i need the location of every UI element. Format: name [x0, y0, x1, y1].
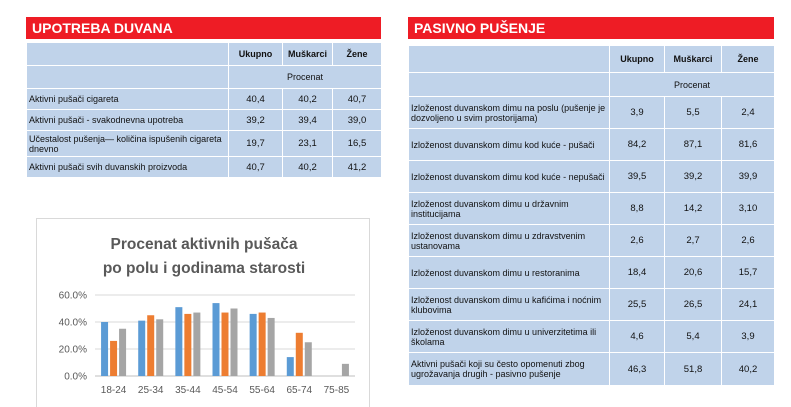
- row-label: Izloženost duvanskom dimu kod kuće - nepušači: [409, 161, 610, 193]
- row-label: Aktivni pušači cigareta: [27, 89, 229, 110]
- usage-header-women: Žene: [333, 43, 382, 66]
- value-total: 39,2: [229, 110, 283, 131]
- usage-title: UPOTREBA DUVANA: [26, 17, 381, 39]
- chart-svg: [37, 219, 371, 407]
- value-women: 40,7: [333, 89, 382, 110]
- value-men: 23,1: [283, 131, 333, 157]
- value-women: 3,10: [722, 193, 775, 225]
- value-women: 15,7: [722, 257, 775, 289]
- value-women: 24,1: [722, 289, 775, 321]
- passive-header-total: Ukupno: [610, 46, 665, 73]
- passive-header-men: Muškarci: [665, 46, 722, 73]
- value-total: 39,5: [610, 161, 665, 193]
- x-tick-label: 35-44: [175, 385, 201, 396]
- row-label: Učestalost pušenja— količina ispušenih cigareta dnevno: [27, 131, 229, 157]
- value-total: 3,9: [610, 97, 665, 129]
- chart-title-line-1: Procenat aktivnih pušača: [110, 236, 298, 253]
- table-row: [409, 161, 775, 193]
- value-men: 51,8: [665, 353, 722, 386]
- passive-header-women: Žene: [722, 46, 775, 73]
- usage-unit-empty: [27, 66, 229, 89]
- value-men: 2,7: [665, 225, 722, 257]
- bar: [259, 313, 266, 376]
- x-tick-label: 18-24: [100, 385, 127, 396]
- usage-table: [26, 42, 382, 178]
- bar: [147, 315, 154, 376]
- bar: [110, 341, 117, 376]
- y-tick-label: 0.0%: [64, 371, 87, 383]
- bar: [250, 314, 257, 376]
- value-men: 39,4: [283, 110, 333, 131]
- bar: [101, 322, 108, 376]
- usage-header-row: [27, 43, 382, 66]
- value-women: 39,0: [333, 110, 382, 131]
- y-tick-label: 60.0%: [58, 290, 87, 302]
- value-men: 14,2: [665, 193, 722, 225]
- row-label: Izloženost duvanskom dimu u univerzitetima ili školama: [409, 321, 610, 353]
- row-label: Aktivni pušači svih duvanskih proizvoda: [27, 157, 229, 178]
- usage-header-empty: [27, 43, 229, 66]
- table-row: [27, 131, 382, 157]
- row-label: Izloženost duvanskom dimu u zdravstvenim ustanovama: [409, 225, 610, 257]
- value-men: 20,6: [665, 257, 722, 289]
- row-label: Aktivni pušači koji su često opomenuti zbog ugrožavanja drugih - pasivno pušenje: [409, 353, 610, 386]
- value-women: 2,6: [722, 225, 775, 257]
- value-men: 26,5: [665, 289, 722, 321]
- value-total: 4,6: [610, 321, 665, 353]
- value-total: 40,7: [229, 157, 283, 178]
- bar: [305, 342, 312, 376]
- value-women: 41,2: [333, 157, 382, 178]
- value-total: 8,8: [610, 193, 665, 225]
- value-total: 19,7: [229, 131, 283, 157]
- bar: [193, 313, 200, 376]
- row-label: Izloženost duvanskom dimu kod kuće - pušači: [409, 129, 610, 161]
- y-tick-label: 40.0%: [58, 317, 87, 329]
- passive-table: [408, 45, 775, 386]
- table-row: [409, 257, 775, 289]
- bar: [119, 329, 126, 376]
- usage-unit: Procenat: [229, 66, 382, 89]
- bar: [342, 364, 349, 376]
- usage-header-men: Muškarci: [283, 43, 333, 66]
- y-tick-label: 20.0%: [58, 344, 87, 356]
- value-women: 39,9: [722, 161, 775, 193]
- value-total: 25,5: [610, 289, 665, 321]
- table-row: [27, 89, 382, 110]
- table-row: [409, 353, 775, 386]
- table-row: [27, 157, 382, 178]
- table-row: [409, 193, 775, 225]
- bar: [156, 319, 163, 376]
- x-tick-label: 55-64: [249, 385, 275, 396]
- row-label: Izloženost duvanskom dimu na poslu (pušenje je dozvoljeno u svim prostorijama): [409, 97, 610, 129]
- row-label: Izloženost duvanskom dimu u restoranima: [409, 257, 610, 289]
- row-label: Aktivni pušači - svakodnevna upotreba: [27, 110, 229, 131]
- value-women: 2,4: [722, 97, 775, 129]
- table-row: [409, 97, 775, 129]
- value-men: 39,2: [665, 161, 722, 193]
- passive-title: PASIVNO PUŠENJE: [408, 17, 774, 39]
- x-tick-label: 45-54: [212, 385, 238, 396]
- chart-title-line-2: po polu i godinama starosti: [102, 260, 306, 277]
- value-women: 16,5: [333, 131, 382, 157]
- usage-unit-row: [27, 66, 382, 89]
- table-row: [409, 225, 775, 257]
- value-men: 40,2: [283, 89, 333, 110]
- value-men: 5,5: [665, 97, 722, 129]
- passive-header-row: [409, 46, 775, 73]
- bar: [184, 314, 191, 376]
- smokers-chart: [36, 218, 370, 407]
- passive-unit-row: [409, 73, 775, 97]
- table-row: [409, 129, 775, 161]
- table-row: [409, 321, 775, 353]
- value-men: 5,4: [665, 321, 722, 353]
- table-row: [409, 289, 775, 321]
- value-men: 40,2: [283, 157, 333, 178]
- x-tick-label: 75-85: [323, 385, 350, 396]
- bar: [175, 307, 182, 376]
- x-tick-label: 65-74: [286, 385, 313, 396]
- table-row: [27, 110, 382, 131]
- value-women: 81,6: [722, 129, 775, 161]
- bar: [222, 313, 229, 376]
- bar: [138, 321, 145, 376]
- value-women: 40,2: [722, 353, 775, 386]
- passive-header-empty: [409, 46, 610, 73]
- value-total: 40,4: [229, 89, 283, 110]
- value-total: 18,4: [610, 257, 665, 289]
- bar: [231, 309, 238, 377]
- value-total: 84,2: [610, 129, 665, 161]
- usage-header-total: Ukupno: [229, 43, 283, 66]
- bar: [296, 333, 303, 376]
- value-men: 87,1: [665, 129, 722, 161]
- passive-unit-empty: [409, 73, 610, 97]
- row-label: Izloženost duvanskom dimu u kafićima i noćnim klubovima: [409, 289, 610, 321]
- bar: [287, 357, 294, 376]
- x-tick-label: 25-34: [137, 385, 164, 396]
- passive-unit: Procenat: [610, 73, 775, 97]
- value-women: 3,9: [722, 321, 775, 353]
- bar: [268, 318, 275, 376]
- value-total: 2,6: [610, 225, 665, 257]
- row-label: Izloženost duvanskom dimu u državnim institucijama: [409, 193, 610, 225]
- bar: [213, 303, 220, 376]
- value-total: 46,3: [610, 353, 665, 386]
